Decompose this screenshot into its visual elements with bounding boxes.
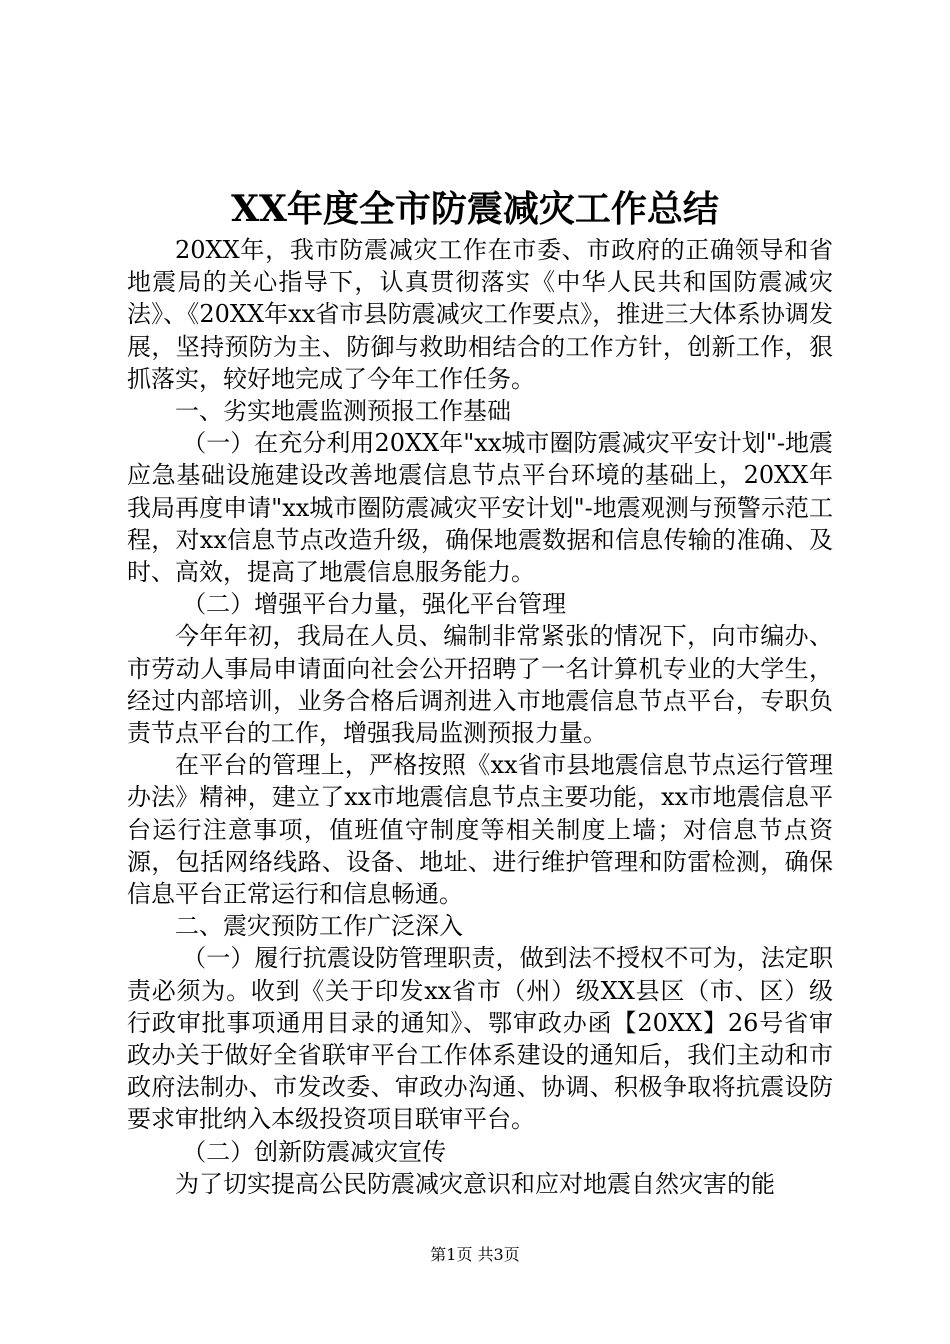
subheading-section-2-item-2: （二）创新防震减灾宣传	[182, 1137, 447, 1166]
section-heading-1: 一、劣实地震监测预报工作基础	[175, 397, 511, 426]
paragraph-intro: 20XX年，我市防震减灾工作在市委、市政府的正确领导和省地震局的关心指导下，认真贯彻落实《中华人民共和国防震减灾法》、《20XX年xx省市县防震减灾工作要点》，推进三大体系协调发展，坚持预防为主、防御与救助相结合的工作方针，创新工作，狠抓落实，较好地完成了今年工作任务。	[127, 236, 833, 393]
paragraph-platform-management: 在平台的管理上，严格按照《xx省市县地震信息节点运行管理办法》精神，建立了xx市地震信息节点主要功能，xx市地震信息平台运行注意事项，值班值守制度等相关制度上墙；对信息节点资源，包括网络线路、设备、地址、进行维护管理和防雷检测，确保信息平台正常运行和信息畅通。	[127, 751, 833, 909]
paragraph-recruitment: 今年年初，我局在人员、编制非常紧张的情况下，向市编办、市劳动人事局申请面向社会公开招聘了一名计算机专业的大学生，经过内部培训，业务合格后调剂进入市地震信息节点平台，专职负责节点平台的工作，增强我局监测预报力量。	[127, 622, 833, 748]
section-heading-2: 二、震灾预防工作广泛深入	[175, 912, 463, 941]
paragraph-section-2-item-1: （一）履行抗震设防管理职责，做到法不授权不可为，法定职责必须为。收到《关于印发xx省市（州）级XX县区（市、区）级行政审批事项通用目录的通知》、鄂审政办函【20XX】26号省审政办关于做好全省联审平台工作体系建设的通知后，我们主动和市政府法制办、市发改委、审政办沟通、协调、积极争取将抗震设防要求审批纳入本级投资项目联审平台。	[127, 944, 833, 1134]
paragraph-publicity: 为了切实提高公民防震减灾意识和应对地震自然灾害的能	[175, 1169, 775, 1198]
subheading-section-1-item-2: （二）增强平台力量，强化平台管理	[182, 590, 567, 619]
page-footer: 第1页 共3页	[430, 1245, 520, 1264]
paragraph-section-1-item-1: （一）在充分利用20XX年"xx城市圈防震减灾平安计划"-地震应急基础设施建设改善地震信息节点平台环境的基础上，20XX年我局再度申请"xx城市圈防震减灾平安计划"-地震观测与预警示范工程，对xx信息节点改造升级，确保地震数据和信息传输的准确、及时、高效，提高了地震信息服务能力。	[127, 429, 833, 587]
document-title: XX年度全市防震减灾工作总结	[231, 188, 719, 230]
document-body	[127, 234, 833, 1200]
